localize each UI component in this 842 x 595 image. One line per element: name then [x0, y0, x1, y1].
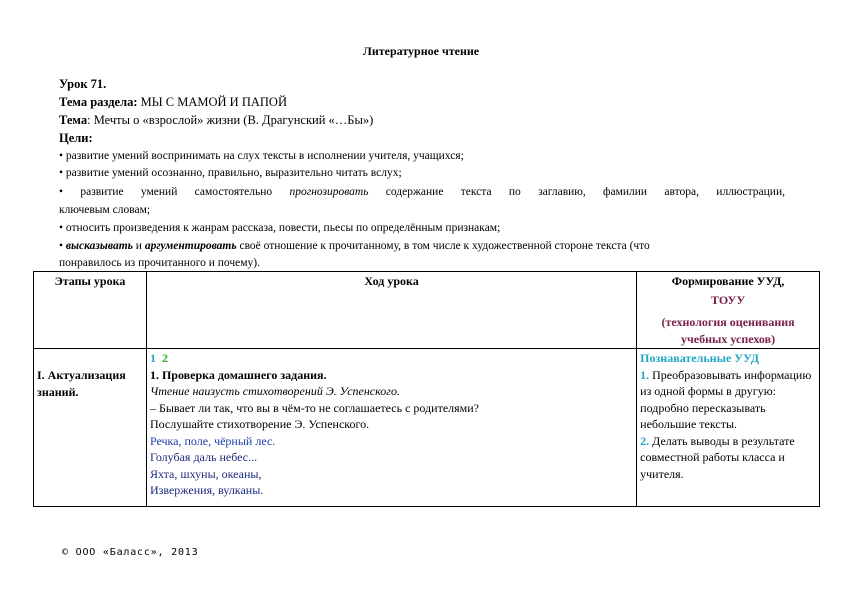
- goal-item: [59, 238, 785, 255]
- section-line: [59, 93, 789, 111]
- goal-item: • развитие умений воспринимать на слух тексты в исполнении учителя, учащихся;: [59, 150, 464, 162]
- uud-item-text: Делать выводы в результате совместной работы класса и учителя.: [640, 433, 795, 481]
- goal-emphasis: прогнозировать: [289, 186, 369, 198]
- goal-item: • развитие умений осознанно, правильно, выразительно читать вслух;: [59, 167, 402, 179]
- header-uud: [637, 272, 820, 349]
- goal-item: • относить произведения к жанрам рассказа, повести, пьесы по определённым признакам;: [59, 222, 501, 234]
- step-number: 2: [161, 351, 168, 365]
- goal-emphasis: аргументировать: [144, 240, 237, 252]
- uud-item: [640, 367, 816, 433]
- uud-note: (технология оценивания учебных успехов): [661, 315, 795, 346]
- goal-emphasis: высказывать: [65, 240, 133, 252]
- listen-instruction: Послушайте стихотворение Э. Успенского.: [149, 417, 370, 431]
- poem-line: Голубая даль небес...: [149, 450, 258, 464]
- step-numbers: [150, 350, 633, 367]
- uud-heading: Познавательные УУД: [640, 351, 759, 365]
- table-row: [34, 349, 820, 507]
- goal-item-continuation: ключевым словам;: [59, 204, 151, 216]
- goal-item: [59, 184, 785, 201]
- table-header-row: [34, 272, 820, 349]
- uud-item: [640, 433, 816, 483]
- goals-heading: [59, 129, 789, 147]
- lesson-label: Урок 71.: [59, 77, 107, 91]
- uud-title: Формирование УУД,: [671, 274, 785, 288]
- task-title: 1. Проверка домашнего задания.: [149, 367, 327, 382]
- theme-value: : Мечты о «взрослой» жизни (В. Драгунский «…Бы»): [87, 113, 374, 127]
- teacher-question: – Бывает ли так, что вы в чём-то не соглашаетесь с родителями?: [149, 400, 479, 415]
- lesson-table: [33, 271, 820, 507]
- stage-cell: [34, 349, 147, 507]
- uud-cell: [637, 349, 820, 507]
- uud-item-number: 2.: [640, 433, 650, 448]
- section-label: Тема раздела:: [59, 95, 138, 109]
- goal-text: содержание текста по заглавию, фамилии автора, иллюстрации,: [368, 186, 785, 198]
- goal-text: и: [132, 240, 145, 252]
- poem-line: Речка, поле, чёрный лес.: [149, 433, 276, 448]
- goal-item-continuation: понравилось из прочитанного и почему).: [59, 257, 261, 269]
- course-cell: [146, 349, 636, 507]
- header-stages: Этапы урока: [34, 272, 147, 349]
- goal-text: • развитие умений самостоятельно: [59, 186, 290, 198]
- task-subtitle: Чтение наизусть стихотворений Э. Успенского.: [149, 384, 400, 398]
- lesson-number: [59, 75, 789, 93]
- goal-text: •: [59, 240, 66, 252]
- goal-text: своё отношение к прочитанному, в том числе к художественной стороне текста (что: [236, 240, 650, 252]
- uud-item-number: 1.: [640, 367, 650, 382]
- header-course: Ход урока: [146, 272, 636, 349]
- theme-label: Тема: [59, 113, 88, 127]
- copyright-footer: © ООО «Баласс», 2013: [62, 547, 199, 558]
- poem-line: Извержения, вулканы.: [149, 483, 264, 497]
- stage-name: I. Актуализация знаний.: [37, 368, 126, 399]
- uud-item-text: Преобразовывать информацию из одной формы в другую: подробно пересказывать небольшие тексты.: [640, 367, 812, 431]
- section-value: МЫ С МАМОЙ И ПАПОЙ: [137, 95, 287, 109]
- goals-label: Цели:: [59, 131, 93, 145]
- poem-line: Яхта, шхуны, океаны,: [149, 466, 262, 481]
- document-title: Литературное чтение: [362, 44, 480, 58]
- theme-line: [59, 111, 789, 129]
- uud-tech: ТОУУ: [711, 292, 746, 307]
- step-number: 1: [149, 351, 156, 365]
